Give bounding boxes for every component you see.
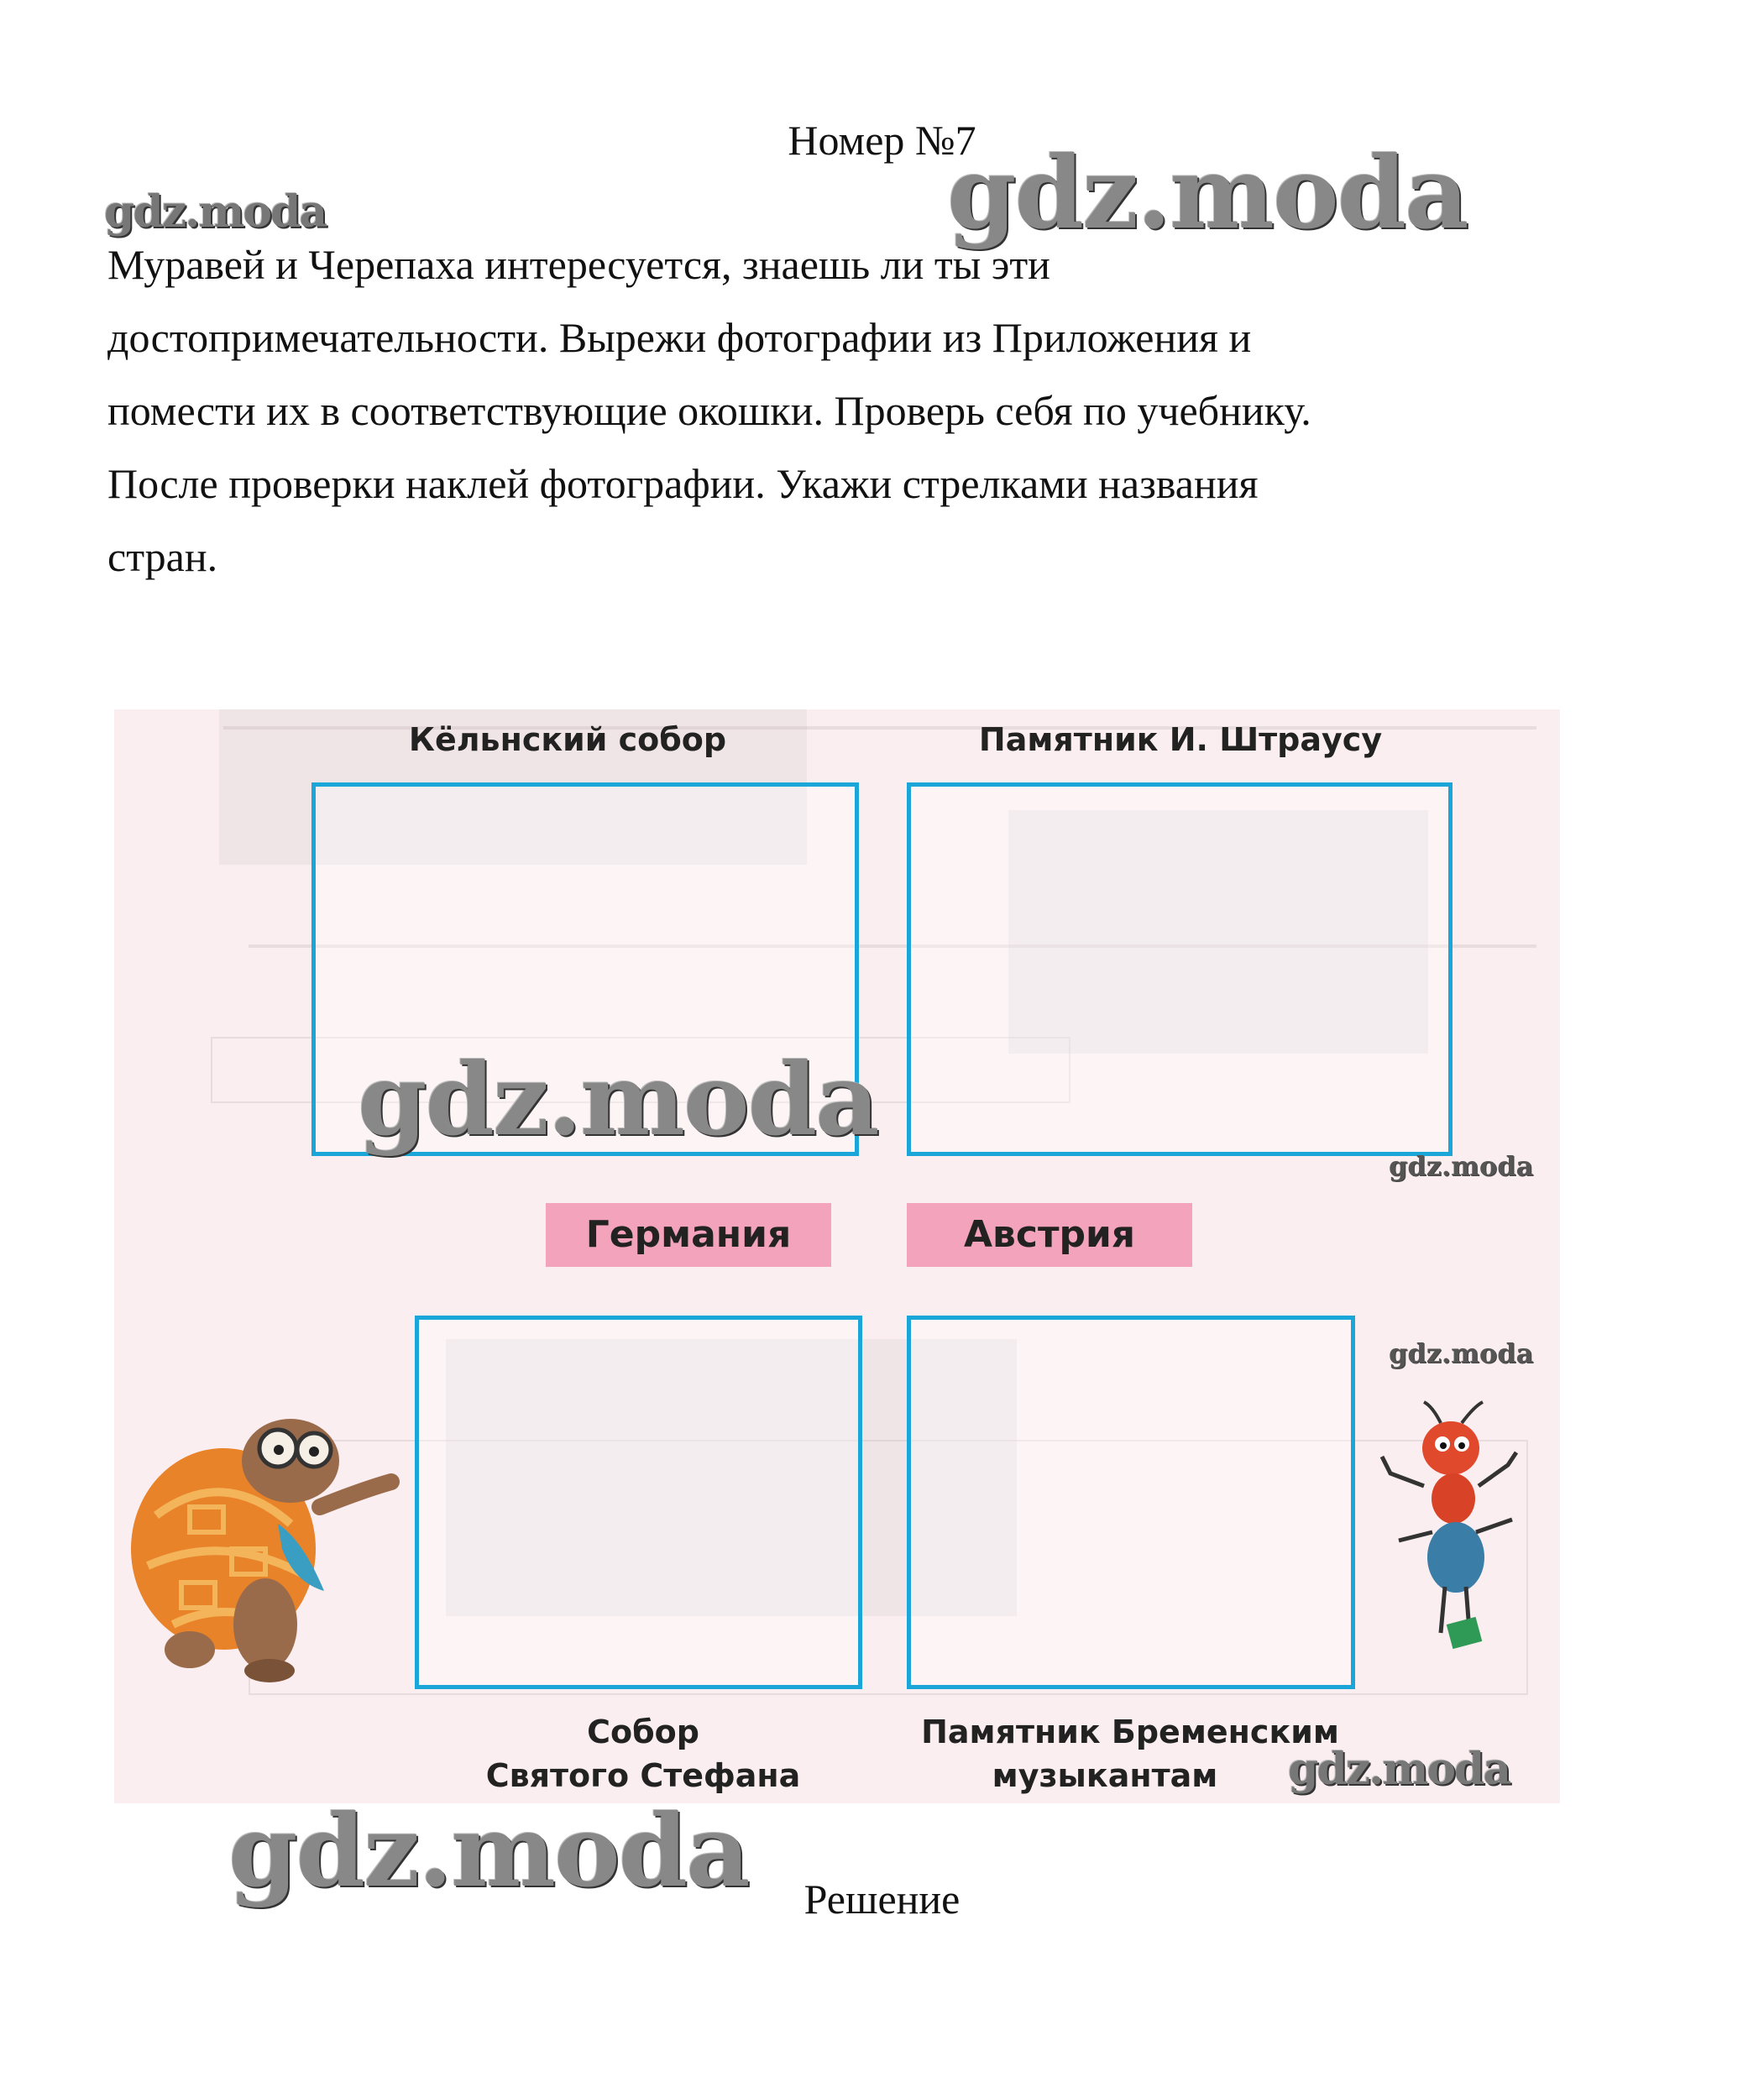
label-st-stephens-line1: Собор [587,1713,699,1750]
watermark-top-center: gdz.moda [947,134,1468,251]
watermark-bottom-left: gdz.moda [228,1792,749,1909]
label-strauss-monument: Памятник И. Штраусу [978,721,1383,758]
watermark-small: gdz.moda [1389,1337,1534,1369]
footer-solution: Решение [803,1876,961,1923]
label-bremen-musicians-line1: Памятник Бременским [921,1713,1339,1750]
watermark-small: gdz.moda [1389,1150,1534,1182]
photo-slot-top-right[interactable] [907,782,1453,1156]
country-badge-germany[interactable]: Германия [546,1203,831,1267]
worksheet [114,709,1560,1803]
country-badge-austria[interactable]: Австрия [907,1203,1192,1267]
label-bremen-musicians-line2: музыкантам [992,1757,1218,1794]
watermark-bottom-right: gdz.moda [1288,1744,1510,1795]
task-text [107,228,1669,594]
watermark-center: gdz.moda [358,1041,878,1158]
label-st-stephens-line2: Святого Стефана [485,1757,801,1794]
page-title: Номер №7 [788,117,976,164]
photo-slot-bottom-right[interactable] [907,1316,1355,1689]
task-line: После проверки наклей фотографии. Укажи стрелками названия [107,460,1259,507]
label-cologne-cathedral: Кёльнский собор [408,721,727,758]
task-line: стран. [107,533,218,580]
watermark-top-left: gdz.moda [104,186,327,238]
task-line: достопримечательности. Вырежи фотографии из Приложения и [107,314,1252,361]
turtle-character-icon [123,1381,400,1683]
ant-character-icon [1382,1406,1525,1666]
task-line: Муравей и Черепаха интересуется, знаешь ли ты эти [107,241,1050,288]
task-line: помести их в соответствующие окошки. Проверь себя по учебнику. [107,387,1311,434]
photo-slot-bottom-left[interactable] [415,1316,862,1689]
